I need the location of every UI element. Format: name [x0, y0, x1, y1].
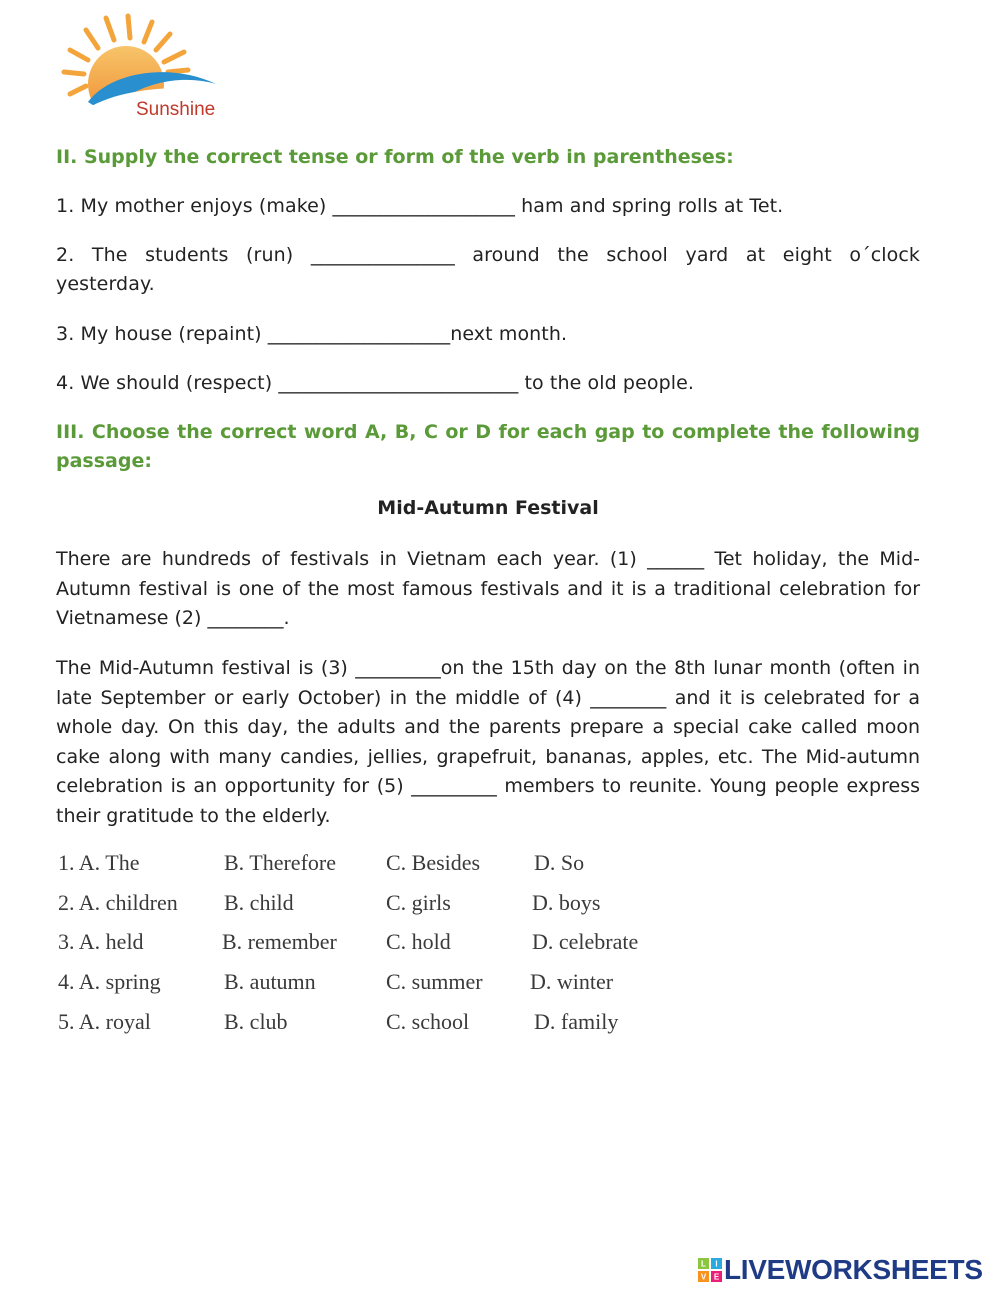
options-row-4 — [58, 969, 758, 999]
passage-paragraph-1: There are hundreds of festivals in Vietnam each year. (1) ______ Tet holiday, the Mid-Autumn festival is one of the most famous festivals and it is a traditional celebration for Vietnamese (2) ________. — [56, 548, 920, 629]
option-5-c: C. school — [386, 1009, 470, 1034]
option-4-b: B. autumn — [224, 969, 316, 994]
exercise-item-2: 2. The students (run) _______________ around the school yard at eight o´clock — [56, 244, 920, 266]
option-5-a: 5. A. royal — [58, 1009, 151, 1034]
option-1-a: 1. A. The — [58, 850, 140, 875]
exercise-item-4: 4. We should (respect) _________________________ to the old people. — [56, 372, 695, 394]
svg-text:V: V — [700, 1272, 707, 1282]
passage-paragraph-2: The Mid-Autumn festival is (3) _________on the 15th day on the 8th lunar month (often in late September or early October) in the middle of (4) ________ and it is celebrated for a whole day. On this day, the adults and the parents prepare a special cake called moon cake along with many candies, jellies, grapefruit, bananas, apples, etc. The Mid-autumn celebration is an opportunity for (5) _________ members to reunite. Young people express their gratitude to the elderly. — [56, 657, 920, 827]
passage-title: Mid-Autumn Festival — [377, 497, 599, 519]
option-5-b: B. club — [224, 1009, 288, 1034]
logo-wordmark: Sunshine — [136, 99, 216, 120]
svg-text:E: E — [713, 1272, 720, 1282]
svg-text:I: I — [715, 1259, 718, 1269]
section-3-heading-line-2: passage: — [56, 450, 152, 472]
options-row-5 — [58, 1009, 758, 1039]
option-3-c: C. hold — [386, 929, 451, 954]
svg-text:L: L — [701, 1259, 706, 1269]
option-4-d: D. winter — [530, 969, 614, 994]
liveworksheets-icon — [698, 1258, 722, 1282]
options-row-2 — [58, 890, 758, 920]
section-2-heading: II. Supply the correct tense or form of the verb in parentheses: — [56, 146, 734, 168]
section-3-heading-line-1: III. Choose the correct word A, B, C or D for each gap to complete the following — [56, 421, 920, 443]
option-1-c: C. Besides — [386, 850, 481, 875]
options-row-3 — [58, 929, 758, 959]
option-2-b: B. child — [224, 890, 294, 915]
liveworksheets-brand[interactable] — [698, 1256, 998, 1286]
option-3-b: B. remember — [222, 929, 337, 954]
option-3-a: 3. A. held — [58, 929, 144, 954]
exercise-item-2-continuation: yesterday. — [56, 273, 155, 295]
option-1-b: B. Therefore — [224, 850, 336, 875]
option-2-c: C. girls — [386, 890, 451, 915]
exercise-item-1: 1. My mother enjoys (make) ___________________ ham and spring rolls at Tet. — [56, 195, 784, 217]
option-4-a: 4. A. spring — [58, 969, 161, 994]
option-3-d: D. celebrate — [532, 929, 639, 954]
liveworksheets-wordmark: LIVEWORKSHEETS — [724, 1254, 983, 1285]
option-4-c: C. summer — [386, 969, 483, 994]
options-row-1 — [58, 850, 758, 880]
option-5-d: D. family — [534, 1009, 619, 1034]
option-1-d: D. So — [534, 850, 585, 875]
option-2-d: D. boys — [532, 890, 601, 915]
exercise-item-3: 3. My house (repaint) ___________________next month. — [56, 323, 568, 345]
option-2-a: 2. A. children — [58, 890, 178, 915]
